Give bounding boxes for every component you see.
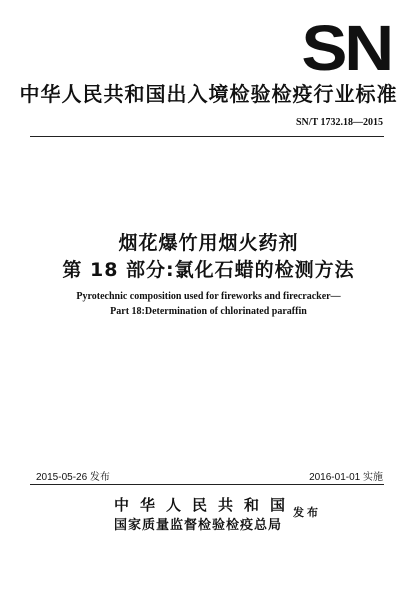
standard-category-title: 中华人民共和国出入境检验检疫行业标准 xyxy=(19,82,398,106)
english-title-line-2: Part 18:Determination of chlorinated paraffin xyxy=(110,306,307,317)
chinese-title-line-1: 烟花爆竹用烟火药剂 xyxy=(118,232,299,254)
top-divider xyxy=(30,136,384,137)
implementation-date: 2016-01-01 实施 xyxy=(309,472,383,483)
english-title-line-1: Pyrotechnic composition used for fireworks and firecracker— xyxy=(76,291,341,302)
issuer-country: 中华人民共和国 xyxy=(114,496,297,514)
issuer-agency: 国家质量监督检验检疫总局 xyxy=(114,518,283,533)
standard-number: SN/T 1732.18—2015 xyxy=(295,117,383,128)
issued-label: 发布 xyxy=(293,506,321,519)
issue-date: 2015-05-26 发布 xyxy=(36,472,110,483)
sn-logo: SN xyxy=(301,12,391,84)
bottom-divider xyxy=(30,484,384,485)
chinese-title-line-2: 第 18 部分:氯化石蜡的检测方法 xyxy=(62,259,355,281)
